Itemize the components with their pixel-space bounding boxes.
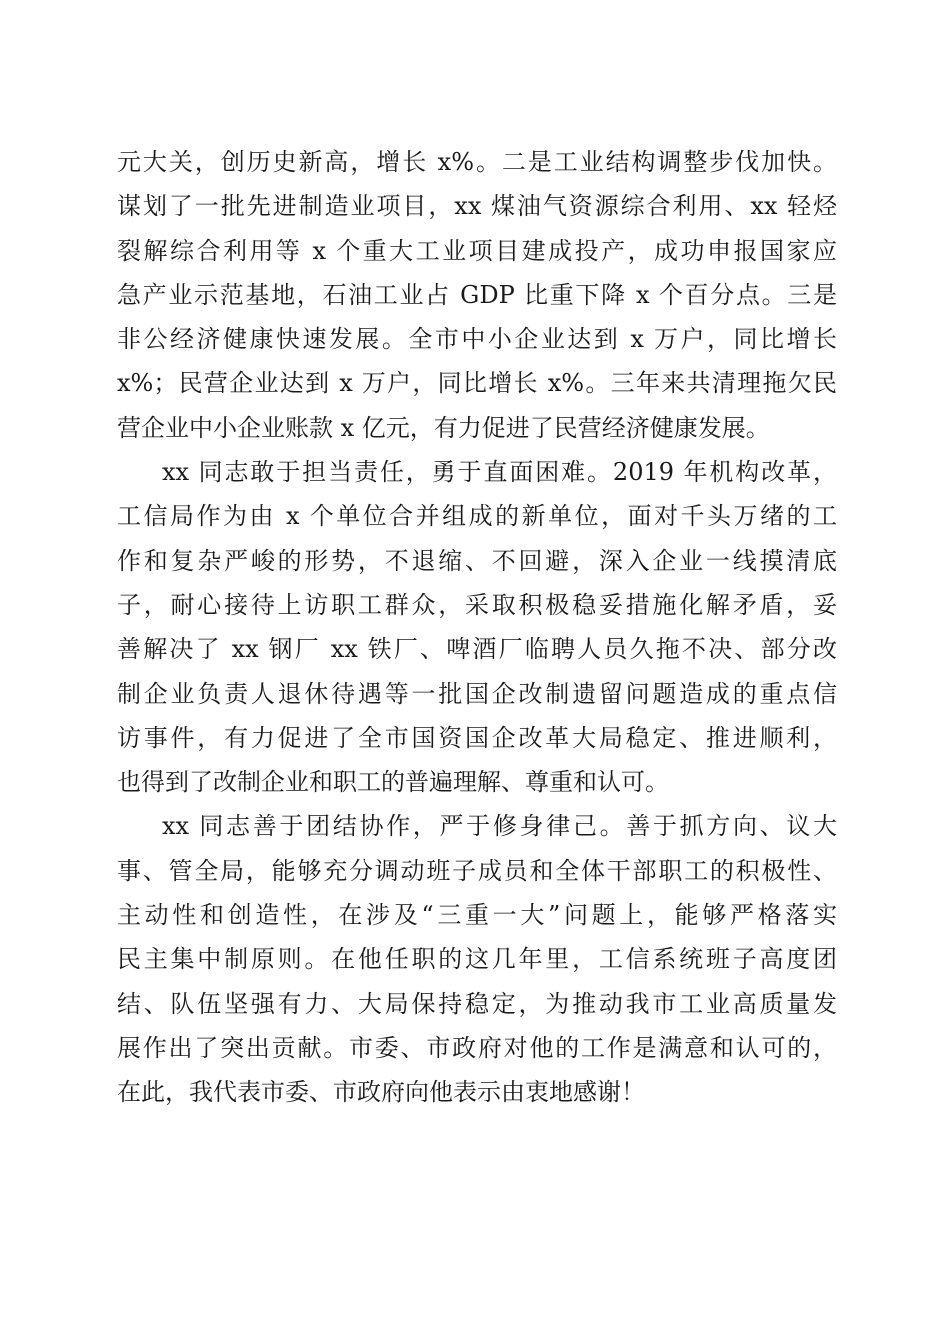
- text-line: 子，耐心接待上访职工群众，采取积极稳妥措施化解矛盾，妥: [117, 590, 837, 619]
- text-line: 民主集中制原则。在他任职的这几年里，工信系统班子高度团: [117, 945, 837, 974]
- text-line: 谋划了一批先进制造业项目，xx 煤油气资源综合利用、xx 轻烃: [117, 192, 837, 221]
- text-line: 访事件，有力促进了全市国资国企改革大局稳定、推进顺利，: [117, 723, 837, 752]
- text-line: 急产业示范基地，石油工业占 GDP 比重下降 x 个百分点。三是: [117, 280, 837, 309]
- paragraph-responsibility: [117, 450, 837, 804]
- text-line: xx 同志善于团结协作，严于修身律己。善于抓方向、议大: [162, 812, 837, 841]
- text-line: x%；民营企业达到 x 万户，同比增长 x%。三年来共清理拖欠民: [117, 369, 837, 398]
- text-line: 善解决了 xx 钢厂 xx 铁厂、啤酒厂临聘人员久拖不决、部分改: [117, 635, 837, 664]
- document-body: [117, 140, 837, 1115]
- text-line: 裂解综合利用等 x 个重大工业项目建成投产，成功申报国家应: [117, 236, 837, 265]
- text-line: 事、管全局，能够充分调动班子成员和全体干部职工的积极性、: [117, 856, 837, 885]
- text-line: 营企业中小企业账款 x 亿元，有力促进了民营经济健康发展。: [117, 413, 770, 442]
- text-line: xx 同志敢于担当责任，勇于直面困难。2019 年机构改革，: [162, 458, 837, 487]
- text-line: 元大关，创历史新高，增长 x%。二是工业结构调整步伐加快。: [117, 148, 837, 176]
- text-line: 工信局作为由 x 个单位合并组成的新单位，面对千头万绪的工: [117, 502, 837, 531]
- text-line: 也得到了改制企业和职工的普遍理解、尊重和认可。: [117, 768, 669, 797]
- paragraph-teamwork: [117, 804, 837, 1114]
- text-line: 结、队伍坚强有力、大局保持稳定，为推动我市工业高质量发: [117, 989, 837, 1018]
- text-line: 展作出了突出贡献。市委、市政府对他的工作是满意和认可的，: [117, 1033, 837, 1062]
- text-line: 制企业负责人退休待遇等一批国企改制遗留问题造成的重点信: [117, 679, 837, 708]
- text-line: 主动性和创造性，在涉及“三重一大”问题上，能够严格落实: [117, 901, 837, 930]
- text-line: 在此，我代表市委、市政府向他表示由衷地感谢！: [117, 1078, 645, 1107]
- paragraph-economic-results: [117, 140, 837, 450]
- text-line: 作和复杂严峻的形势，不退缩、不回避，深入企业一线摸清底: [117, 546, 837, 575]
- text-line: 非公经济健康快速发展。全市中小企业达到 x 万户，同比增长: [117, 325, 837, 354]
